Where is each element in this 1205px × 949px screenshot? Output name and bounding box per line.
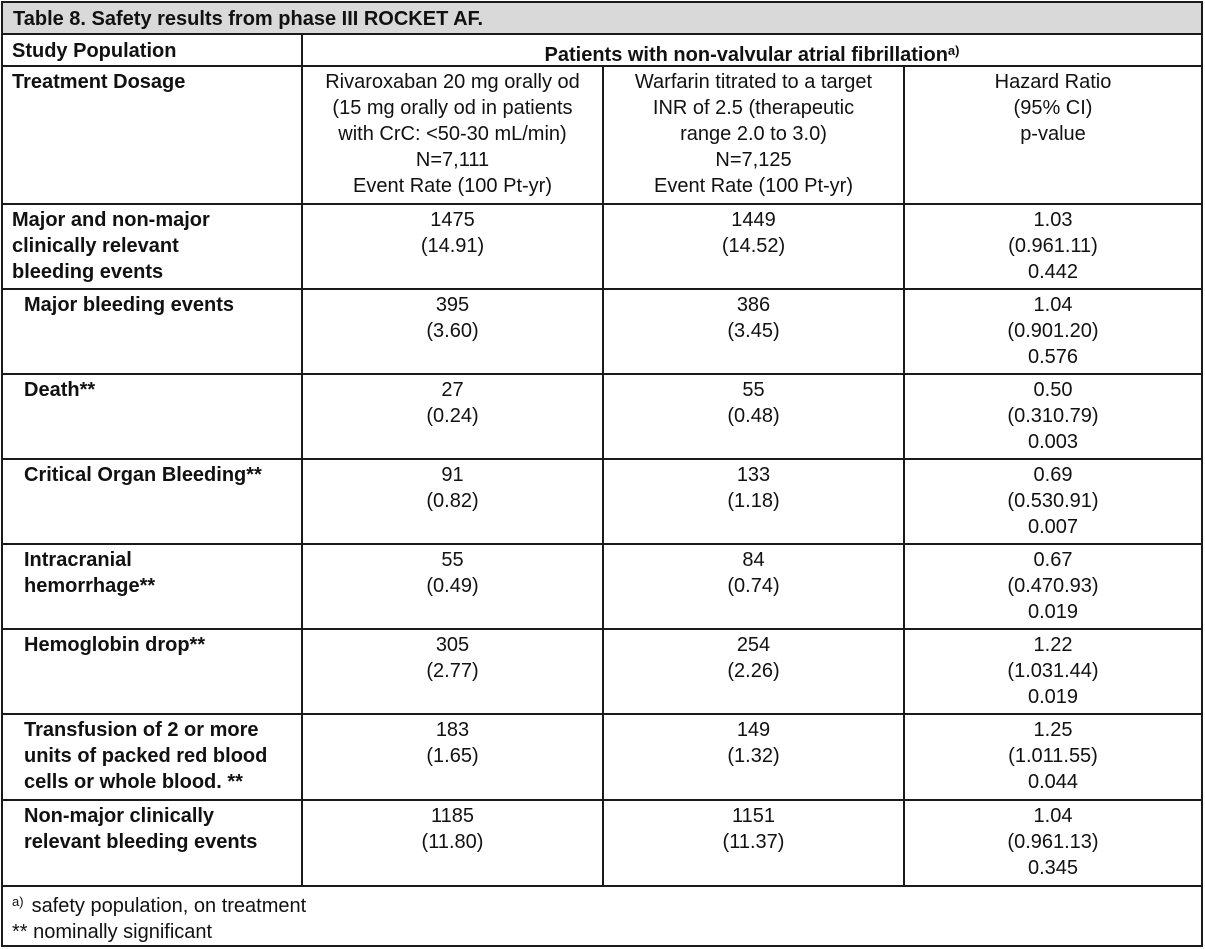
- rivaroxaban-value: [303, 205, 604, 288]
- hazard-ratio: 1.04: [1033, 805, 1073, 827]
- warfarin-value: [604, 630, 905, 713]
- event-count: 27: [441, 379, 464, 401]
- event-rate: (14.52): [721, 235, 786, 257]
- footnote-significance: ** nominally significant: [12, 921, 213, 943]
- confidence-interval: (0.530.91): [1007, 490, 1099, 512]
- event-count: 1185: [430, 805, 474, 827]
- footnote-a-text: safety population, on treatment: [31, 895, 307, 917]
- header-row-dosage: [3, 67, 1201, 205]
- rivaroxaban-value: [303, 375, 604, 458]
- confidence-interval: (0.310.79): [1007, 405, 1099, 427]
- warfarin-header-line: Event Rate (100 Pt-yr): [654, 175, 853, 197]
- event-count: 55: [441, 549, 464, 571]
- row-label: [3, 715, 303, 799]
- event-count: 1475: [430, 209, 475, 231]
- table-row: [3, 460, 1201, 545]
- warfarin-value: [604, 460, 905, 543]
- hazard-ratio: 1.22: [1033, 634, 1073, 656]
- event-count: 305: [435, 634, 470, 656]
- p-value: 0.007: [1027, 516, 1079, 538]
- row-label-line: relevant bleeding events: [24, 831, 258, 853]
- rivaroxaban-header-line: Event Rate (100 Pt-yr): [353, 175, 552, 197]
- table-title: Table 8. Safety results from phase III ROCKET AF.: [3, 3, 1201, 35]
- warfarin-value: [604, 290, 905, 373]
- table-row: [3, 715, 1201, 801]
- warfarin-value: [604, 205, 905, 288]
- hazard-ratio-value: [905, 290, 1201, 373]
- hazard-ratio: 1.03: [1033, 209, 1073, 231]
- rivaroxaban-header-line: (15 mg orally od in patients: [332, 97, 573, 119]
- event-count: 84: [742, 549, 765, 571]
- table-footnotes: [3, 887, 1201, 945]
- row-label: [3, 290, 303, 373]
- table-row: [3, 290, 1201, 375]
- event-count: 91: [441, 464, 464, 486]
- rivaroxaban-value: [303, 290, 604, 373]
- row-label-line: Critical Organ Bleeding**: [24, 464, 262, 486]
- event-rate: (3.60): [426, 320, 479, 342]
- row-label: [3, 205, 303, 288]
- event-count: 55: [742, 379, 765, 401]
- row-label: [3, 630, 303, 713]
- event-rate: (0.74): [727, 575, 780, 597]
- hazard-ratio-value: [905, 801, 1201, 885]
- event-count: 1449: [731, 209, 776, 231]
- warfarin-header-line: range 2.0 to 3.0): [680, 123, 827, 145]
- hazard-ratio-value: [905, 460, 1201, 543]
- row-label-line: cells or whole blood. **: [24, 771, 243, 793]
- event-count: 183: [435, 719, 470, 741]
- confidence-interval: (1.031.44): [1007, 660, 1099, 682]
- event-rate: (2.77): [426, 660, 479, 682]
- event-rate: (3.45): [727, 320, 780, 342]
- hazard-ratio: 1.25: [1033, 719, 1073, 741]
- hazard-ratio-header: [905, 67, 1201, 203]
- warfarin-header: [604, 67, 905, 203]
- rivaroxaban-value: [303, 460, 604, 543]
- warfarin-value: [604, 375, 905, 458]
- row-label-line: bleeding events: [12, 261, 164, 283]
- safety-results-table: [1, 1, 1203, 947]
- event-rate: (11.80): [421, 831, 484, 853]
- row-label-line: Intracranial: [24, 549, 132, 571]
- rivaroxaban-header-line: Rivaroxaban 20 mg orally od: [325, 71, 580, 93]
- hazard-ratio-value: [905, 715, 1201, 799]
- warfarin-value: [604, 545, 905, 628]
- row-label: [3, 375, 303, 458]
- event-rate: (0.49): [426, 575, 479, 597]
- event-count: 1151: [731, 805, 775, 827]
- warfarin-value: [604, 715, 905, 799]
- confidence-interval: (0.961.13): [1007, 831, 1099, 853]
- event-rate: (1.65): [426, 745, 479, 767]
- confidence-interval: (0.961.11): [1008, 235, 1098, 257]
- rivaroxaban-header-line: with CrC: <50-30 mL/min): [338, 123, 567, 145]
- event-count: 254: [736, 634, 771, 656]
- table-row: [3, 545, 1201, 630]
- confidence-interval: (0.470.93): [1007, 575, 1099, 597]
- event-rate: (1.18): [727, 490, 780, 512]
- hazard-ratio: 1.04: [1033, 294, 1073, 316]
- row-label-line: Transfusion of 2 or more: [24, 719, 259, 741]
- table-row: [3, 801, 1201, 887]
- rivaroxaban-header: [303, 67, 604, 203]
- p-value: 0.003: [1027, 431, 1079, 453]
- row-label: [3, 801, 303, 885]
- rivaroxaban-value: [303, 545, 604, 628]
- row-label-line: units of packed red blood: [24, 745, 268, 767]
- warfarin-value: [604, 801, 905, 885]
- row-label-line: Non-major clinically: [24, 805, 215, 827]
- event-count: 149: [736, 719, 771, 741]
- hazard-ratio-value: [905, 545, 1201, 628]
- row-label-line: hemorrhage**: [24, 575, 156, 597]
- p-value: 0.044: [1027, 771, 1079, 793]
- p-value: 0.019: [1027, 686, 1079, 708]
- hazard-ratio-header-line: p-value: [1020, 123, 1086, 145]
- event-count: 133: [736, 464, 771, 486]
- footnote-a: [12, 889, 1201, 919]
- p-value: 0.442: [1027, 261, 1079, 283]
- event-rate: (0.24): [426, 405, 479, 427]
- event-rate: (11.37): [722, 831, 785, 853]
- event-rate: (0.82): [426, 490, 479, 512]
- row-label-line: Death**: [24, 379, 96, 401]
- hazard-ratio-header-line: Hazard Ratio: [994, 71, 1112, 93]
- table-row: [3, 630, 1201, 715]
- rivaroxaban-value: [303, 630, 604, 713]
- treatment-dosage-header: Treatment Dosage: [3, 67, 303, 203]
- table-row: [3, 375, 1201, 460]
- hazard-ratio-value: [905, 630, 1201, 713]
- row-label-line: Major and non-major: [12, 209, 210, 231]
- event-rate: (0.48): [727, 405, 780, 427]
- row-label-line: Hemoglobin drop**: [24, 634, 206, 656]
- hazard-ratio-value: [905, 375, 1201, 458]
- confidence-interval: (0.901.20): [1007, 320, 1099, 342]
- warfarin-header-line: Warfarin titrated to a target: [634, 71, 873, 93]
- warfarin-header-line: INR of 2.5 (therapeutic: [652, 97, 855, 119]
- rivaroxaban-header-line: N=7,111: [415, 149, 490, 171]
- patients-header-text: Patients with non-valvular atrial fibrillation: [544, 44, 948, 66]
- footnote-a-marker: a): [12, 894, 24, 909]
- row-label-line: clinically relevant: [12, 235, 179, 257]
- study-population-header: Study Population: [3, 35, 303, 65]
- hazard-ratio: 0.67: [1033, 549, 1073, 571]
- p-value: 0.019: [1027, 601, 1079, 623]
- row-label: [3, 460, 303, 543]
- table-row: [3, 205, 1201, 290]
- p-value: 0.576: [1027, 346, 1079, 368]
- hazard-ratio-value: [905, 205, 1201, 288]
- warfarin-header-line: N=7,125: [715, 149, 792, 171]
- event-count: 395: [435, 294, 470, 316]
- rivaroxaban-value: [303, 715, 604, 799]
- patients-header: [303, 35, 1201, 65]
- patients-footnote-marker: a): [947, 43, 960, 58]
- hazard-ratio-header-line: (95% CI): [1013, 97, 1093, 119]
- event-rate: (1.32): [727, 745, 780, 767]
- hazard-ratio: 0.69: [1033, 464, 1073, 486]
- event-rate: (14.91): [420, 235, 485, 257]
- row-label-line: Major bleeding events: [24, 294, 235, 316]
- hazard-ratio: 0.50: [1033, 379, 1073, 401]
- header-row-population: [3, 35, 1201, 67]
- confidence-interval: (1.011.55): [1008, 745, 1098, 767]
- p-value: 0.345: [1027, 857, 1079, 879]
- event-rate: (2.26): [727, 660, 780, 682]
- row-label: [3, 545, 303, 628]
- event-count: 386: [736, 294, 771, 316]
- rivaroxaban-value: [303, 801, 604, 885]
